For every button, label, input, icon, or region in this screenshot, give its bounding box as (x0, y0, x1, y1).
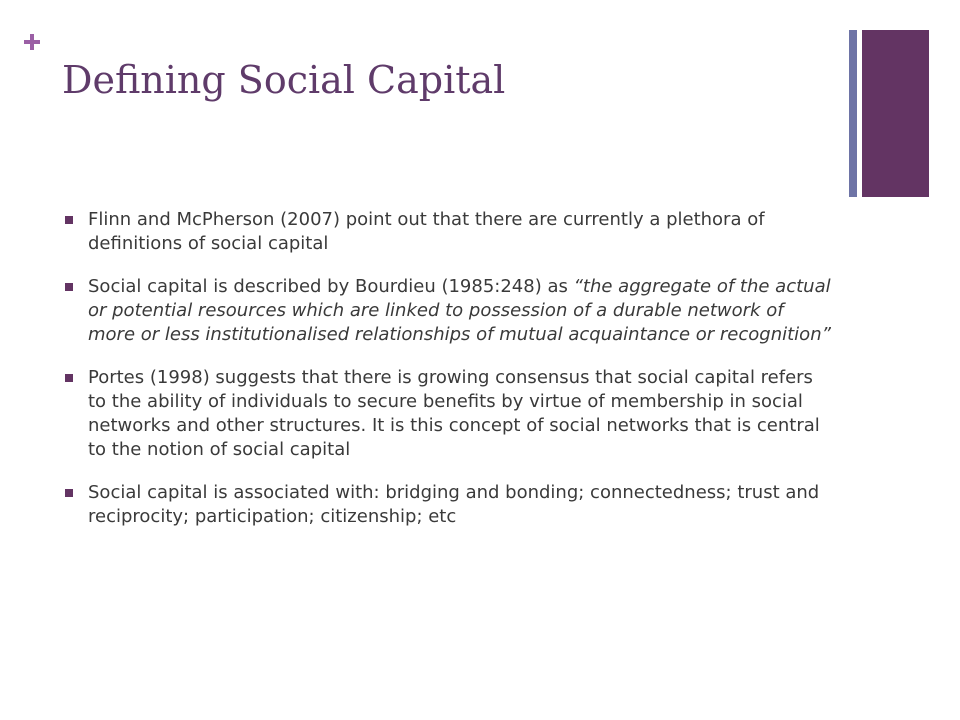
bullet-text: Flinn and McPherson (2007) point out that there are currently a plethora of definitions of social capital (88, 209, 765, 254)
bullet-text: Social capital is described by Bourdieu (1985:248) as (88, 276, 574, 297)
bullet-item-definitions (62, 208, 832, 256)
plus-icon (22, 32, 42, 52)
bullet-quote: “the aggregate of the actual or potential resources which are linked to possession of a durable network of more or less institutionalised relationships of mutual acquaintance or recognition” (88, 276, 831, 345)
bullet-item-associations (62, 481, 832, 529)
bullet-marker (65, 374, 73, 382)
plus-icon-vertical (30, 34, 34, 50)
slide-title: Defining Social Capital (62, 58, 506, 102)
bullet-item-portes (62, 366, 832, 462)
bullet-list (62, 208, 832, 548)
bullet-marker (65, 283, 73, 291)
bullet-item-bourdieu (62, 275, 832, 347)
bullet-text: Social capital is associated with: bridging and bonding; connectedness; trust and reciprocity; participation; citizenship; etc (88, 482, 820, 527)
bullet-marker (65, 216, 73, 224)
accent-bar-thick (862, 30, 929, 197)
bullet-text: Portes (1998) suggests that there is growing consensus that social capital refers to the ability of individuals to secure benefits by virtue of membership in social networks and other structures. It is this concept of social networks that is central to the notion of social capital (88, 367, 820, 460)
bullet-marker (65, 489, 73, 497)
accent-bar-thin (849, 30, 857, 197)
